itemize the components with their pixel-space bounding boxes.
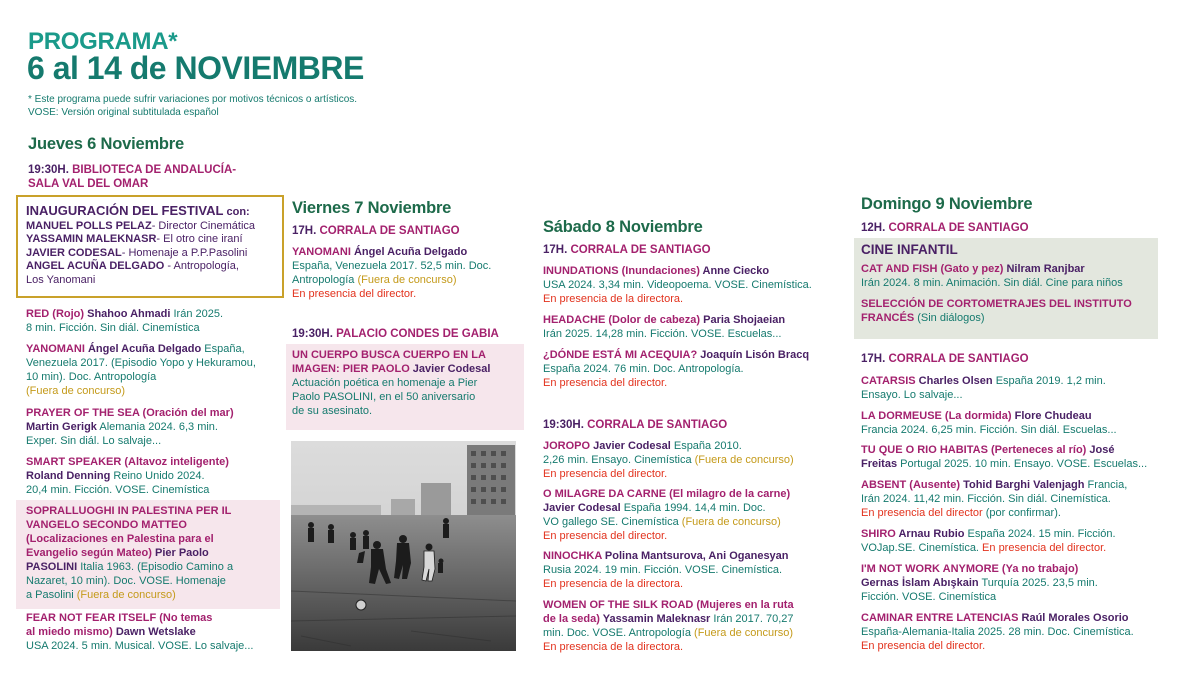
presence-note: En presencia del director — [861, 507, 983, 519]
film-info: Nazaret, 10 min). Doc. VOSE. Homenaje — [26, 575, 226, 587]
film-entry — [543, 313, 843, 341]
presence-note: En presencia del director. — [543, 530, 668, 542]
film-author: Raúl Morales Osorio — [1018, 612, 1129, 624]
guest-name: MANUEL POLLS PELAZ — [26, 219, 152, 232]
presence-note: En presencia del director. — [543, 377, 668, 389]
film-info: España, — [201, 343, 245, 355]
out-of-competition: (Fuera de concurso) — [678, 516, 781, 528]
film-entry — [861, 262, 1156, 290]
film-entry — [292, 348, 522, 418]
film-title: SMART SPEAKER (Altavoz inteligente) — [26, 456, 229, 468]
film-author: Polina Mantsurova, Ani Oganesyan — [601, 550, 789, 562]
venue-name-2: SALA VAL DEL OMAR — [28, 178, 149, 190]
film-entry — [26, 455, 284, 497]
venue-thursday — [28, 163, 278, 191]
film-author: Javier Codesal — [590, 440, 671, 452]
film-title: (Localizaciones en Palestina para el — [26, 533, 214, 545]
out-of-competition: (Fuera de concurso) — [73, 589, 176, 601]
venue-friday-1 — [292, 224, 460, 238]
film-info: Portugal 2025. 10 min. Ensayo. VOSE. Escuelas... — [897, 458, 1148, 470]
film-title: JOROPO — [543, 440, 591, 452]
film-title: TU QUE O RIO HABITAS (Perteneces al río) — [861, 444, 1087, 456]
film-title: PRAYER OF THE SEA (Oración del mar) — [26, 407, 234, 419]
film-info: 20,4 min. Ficción. VOSE. Cinemística — [26, 484, 210, 496]
film-info: Irán 2017. 70,27 — [710, 613, 794, 625]
day-heading-sunday: Domingo 9 Noviembre — [861, 195, 1033, 213]
program-title: PROGRAMA* — [28, 28, 178, 55]
film-author: Javier Codesal — [543, 502, 621, 514]
film-author: Shahoo Ahmadi — [84, 308, 171, 320]
film-title: HEADACHE (Dolor de cabeza) — [543, 314, 701, 326]
film-entry — [543, 487, 843, 543]
film-info: Irán 2025. 14,28 min. Ficción. VOSE. Escuelas... — [543, 328, 782, 340]
guest-role: - Antropología, — [164, 260, 239, 272]
program-notes — [28, 93, 357, 119]
venue-time: 19:30H. — [543, 419, 584, 431]
film-entry — [26, 342, 284, 398]
film-info: Irán 2024. 8 min. Animación. Sin diál. Cine para niños — [861, 277, 1123, 289]
venue-name: CORRALA DE SANTIAGO — [885, 353, 1029, 365]
film-info: Antropología — [292, 274, 355, 286]
film-entry — [543, 348, 843, 390]
venue-time: 17H. — [543, 244, 568, 256]
film-author: Anne Ciecko — [699, 265, 770, 277]
venue-friday-2 — [292, 327, 499, 341]
presence-note: En presencia del director. — [979, 542, 1107, 554]
film-entry — [543, 439, 843, 481]
film-entry — [861, 443, 1161, 471]
film-info: 8 min. Ficción. Sin diál. Cinemística — [26, 322, 200, 334]
film-info: Reino Unido 2024. — [110, 470, 205, 482]
film-title: SOPRALLUOGHI IN PALESTINA PER IL — [26, 505, 232, 517]
presence-note: En presencia de la directora. — [543, 641, 684, 653]
film-entry — [543, 598, 843, 654]
film-info: (Sin diálogos) — [914, 312, 985, 324]
film-info: España 2010. — [670, 440, 742, 452]
presence-note: En presencia del director. — [543, 468, 668, 480]
film-title: IMAGEN: PIER PAOLO — [292, 363, 410, 375]
film-title: al miedo mismo) — [26, 626, 113, 638]
guest-name: YASSAMIN MALEKNASR — [26, 233, 157, 245]
venue-name: CORRALA DE SANTIAGO — [567, 244, 711, 256]
venue-time: 12H. — [861, 222, 886, 234]
film-title: UN CUERPO BUSCA CUERPO EN LA — [292, 349, 486, 361]
film-entry — [861, 562, 1161, 604]
film-title: CATARSIS — [861, 375, 916, 387]
film-title: LA DORMEUSE (La dormida) — [861, 410, 1012, 422]
guest-role: - Director Cinemática — [151, 219, 256, 232]
event-photo — [291, 441, 516, 651]
film-entry — [861, 611, 1161, 653]
program-dates: 6 al 14 de NOVIEMBRE — [27, 50, 364, 86]
day-heading-thursday: Jueves 6 Noviembre — [28, 135, 184, 153]
presence-note: En presencia de la directora. — [543, 578, 684, 590]
film-info: USA 2024. 3,34 min. Videopoema. VOSE. Cinemística. — [543, 279, 812, 291]
film-entry — [861, 374, 1161, 402]
presence-note: En presencia del director. — [861, 640, 986, 652]
venue-name: CORRALA DE SANTIAGO — [316, 225, 460, 237]
film-author: Arnau Rubio — [895, 528, 965, 540]
film-info: VOJap.SE. Cinemística. — [861, 542, 979, 554]
film-entry — [26, 504, 278, 602]
note-vose: VOSE: Versión original subtitulada español — [28, 107, 219, 118]
venue-saturday-1 — [543, 243, 711, 257]
presence-note: En presencia del director. — [292, 288, 417, 300]
film-entry — [543, 264, 843, 306]
film-info: Ensayo. Lo salvaje... — [861, 389, 963, 401]
film-entry — [292, 245, 524, 301]
film-title: CAMINAR ENTRE LATENCIAS — [861, 612, 1019, 624]
film-info: VO gallego SE. Cinemística — [543, 516, 679, 528]
film-entry — [26, 307, 284, 335]
venue-time: 19:30H. — [292, 328, 333, 340]
film-title: CAT AND FISH (Gato y pez) — [861, 263, 1004, 275]
film-title: de la seda) — [543, 613, 600, 625]
presence-note: En presencia de la directora. — [543, 293, 684, 305]
film-author: Nilram Ranjbar — [1003, 263, 1085, 275]
film-info: a Pasolini — [26, 589, 74, 601]
film-info: Venezuela 2017. (Episodio Yopo y Hekuramou, — [26, 357, 256, 369]
film-info: España 2024. 15 min. Ficción. — [964, 528, 1116, 540]
film-title: Evangelio según Mateo) — [26, 547, 152, 559]
venue-sunday-1 — [861, 221, 1029, 235]
film-author: Roland Denning — [26, 470, 111, 482]
kids-cinema-label: CINE INFANTIL — [861, 242, 958, 257]
film-info: Ficción. VOSE. Cinemística — [861, 591, 997, 603]
guest-role: - Homenaje a P.P.Pasolini — [121, 246, 248, 259]
venue-time: 17H. — [861, 353, 886, 365]
film-author: Gernas İslam Abışkain — [861, 577, 979, 589]
film-info: de su asesinato. — [292, 405, 373, 417]
inauguration — [26, 204, 282, 287]
guest-name: ANGEL ACUÑA DELGADO — [26, 260, 165, 272]
film-entry — [543, 549, 843, 591]
note-variations: * Este programa puede sufrir variaciones por motivos técnicos o artísticos. — [28, 94, 358, 105]
photo-football-field — [291, 441, 516, 651]
film-info: min. Doc. VOSE. Antropología — [543, 627, 691, 639]
film-author: Martin Gerigk — [26, 421, 97, 433]
film-title: RED (Rojo) — [26, 308, 85, 320]
venue-name: CORRALA DE SANTIAGO — [885, 222, 1029, 234]
film-info: Francia, — [1084, 479, 1128, 491]
film-info: Rusia 2024. 19 min. Ficción. VOSE. Cinemística. — [543, 564, 783, 576]
film-info: USA 2024. 5 min. Musical. VOSE. Lo salvaje... — [26, 640, 254, 652]
film-info: Actuación poética en homenaje a Pier — [292, 377, 478, 389]
film-title: FRANCÉS — [861, 312, 915, 324]
film-title: WOMEN OF THE SILK ROAD (Mujeres en la ruta — [543, 599, 794, 611]
film-entry — [861, 297, 1156, 325]
film-entry — [861, 478, 1161, 520]
film-info: Irán 2025. — [170, 308, 224, 320]
venue-saturday-2 — [543, 418, 727, 432]
day-heading-saturday: Sábado 8 Noviembre — [543, 218, 703, 236]
film-info: España 1994. 14,4 min. Doc. — [620, 502, 766, 514]
venue-name: BIBLIOTECA DE ANDALUCÍA- — [72, 164, 237, 176]
venue-time: 17H. — [292, 225, 317, 237]
film-entry — [26, 611, 284, 653]
film-info: Francia 2024. 6,25 min. Ficción. Sin diál. Escuelas... — [861, 424, 1117, 436]
film-title: SELECCIÓN DE CORTOMETRAJES DEL INSTITUTO — [861, 298, 1132, 310]
film-info: España-Alemania-Italia 2025. 28 min. Doc. Cinemística. — [861, 626, 1134, 638]
film-title: YANOMANI — [26, 343, 85, 355]
film-info: Italia 1963. (Episodio Camino a — [77, 561, 234, 573]
film-info: España, Venezuela 2017. 52,5 min. Doc. — [292, 260, 492, 272]
inauguration-title: INAUGURACIÓN DEL FESTIVAL — [26, 203, 224, 218]
film-title: ABSENT (Ausente) — [861, 479, 961, 491]
film-author: Ángel Acuña Delgado — [350, 246, 468, 258]
film-author: Yassamin Maleknasr — [599, 613, 711, 625]
out-of-competition: (Fuera de concurso) — [691, 454, 794, 466]
film-info: (por confirmar). — [982, 507, 1061, 519]
out-of-competition: (Fuera de concurso) — [26, 385, 126, 397]
film-author: Paria Shojaeian — [700, 314, 786, 326]
film-info: 2,26 min. Ensayo. Cinemística — [543, 454, 692, 466]
film-author: Charles Olsen — [915, 375, 993, 387]
film-author: Joaquín Lisón Bracq — [697, 349, 810, 361]
film-author: Flore Chudeau — [1011, 410, 1092, 422]
film-title: VANGELO SECONDO MATTEO — [26, 519, 187, 531]
film-title: O MILAGRE DA CARNE (El milagro de la carne) — [543, 488, 791, 500]
film-info: Irán 2024. 11,42 min. Ficción. Sin diál. Cinemística. — [861, 493, 1111, 505]
venue-name: PALACIO CONDES DE GABIA — [332, 328, 499, 340]
film-info: Exper. Sin diál. Lo salvaje... — [26, 435, 162, 447]
out-of-competition: (Fuera de concurso) — [690, 627, 794, 639]
film-info: 10 min). Doc. Antropología — [26, 371, 157, 383]
film-title: FEAR NOT FEAR ITSELF (No temas — [26, 612, 213, 624]
guest-name: JAVIER CODESAL — [26, 246, 122, 259]
film-info: España 2024. 76 min. Doc. Antropología. — [543, 363, 744, 375]
inauguration-con: con: — [223, 206, 250, 218]
film-info: Turquía 2025. 23,5 min. — [978, 577, 1098, 589]
film-author: Tohid Barghi Valenjagh — [960, 479, 1085, 491]
film-author: Pier Paolo — [151, 547, 209, 559]
film-title: YANOMANI — [292, 246, 351, 258]
venue-name: CORRALA DE SANTIAGO — [583, 419, 728, 431]
film-info: España 2019. 1,2 min. — [992, 375, 1106, 387]
film-title: ¿DÓNDE ESTÁ MI ACEQUIA? — [543, 349, 698, 361]
film-author: Dawn Wetslake — [112, 626, 196, 638]
film-entry — [861, 527, 1161, 555]
film-entry — [861, 409, 1161, 437]
film-entry — [26, 406, 284, 448]
film-author: Ángel Acuña Delgado — [84, 343, 202, 355]
film-title: I'M NOT WORK ANYMORE (Ya no trabajo) — [861, 563, 1079, 575]
film-author: Javier Codesal — [409, 363, 491, 375]
film-title: NINOCHKA — [543, 550, 602, 562]
day-heading-friday: Viernes 7 Noviembre — [292, 199, 452, 217]
venue-sunday-2 — [861, 352, 1029, 366]
film-info: Alemania 2024. 6,3 min. — [96, 421, 218, 433]
film-author: José — [1086, 444, 1115, 456]
film-author: Freitas — [861, 458, 898, 470]
guest-role: Los Yanomani — [26, 273, 96, 286]
guest-role: - El otro cine iraní — [156, 233, 243, 245]
film-title: INUNDATIONS (Inundaciones) — [543, 265, 700, 277]
film-info: Paolo PASOLINI, en el 50 aniversario — [292, 391, 476, 403]
film-author: PASOLINI — [26, 561, 78, 573]
film-title: SHIRO — [861, 528, 896, 540]
out-of-competition: (Fuera de concurso) — [354, 274, 457, 286]
venue-time: 19:30H. — [28, 164, 69, 176]
